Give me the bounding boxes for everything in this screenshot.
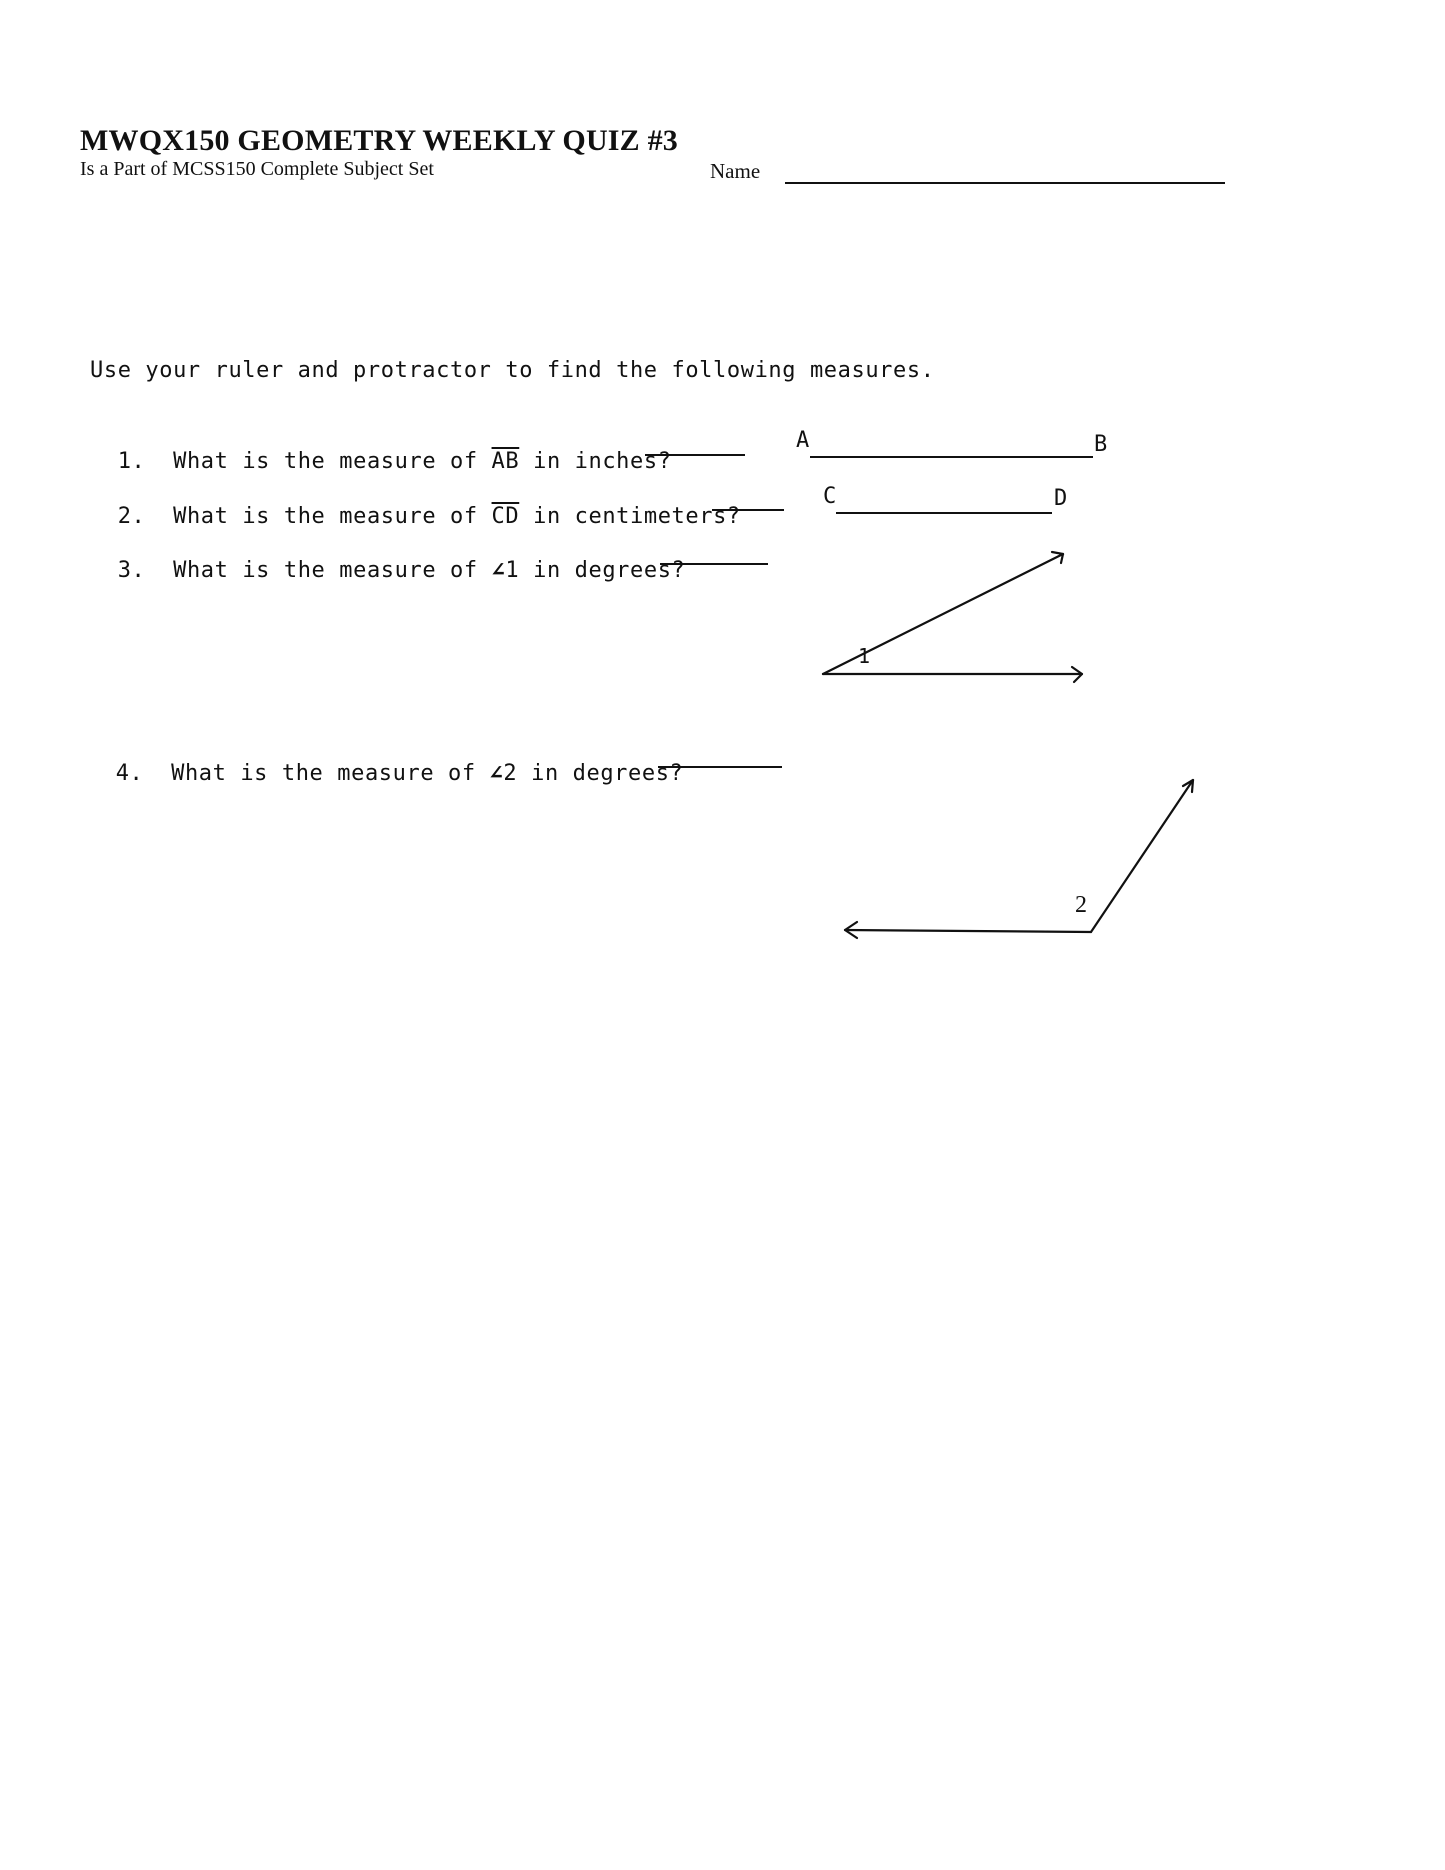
- angle-2-label: 2: [1075, 892, 1087, 918]
- point-a-label: A: [796, 428, 810, 453]
- segment-ab: [810, 456, 1093, 458]
- answer-1-blank[interactable]: [645, 454, 745, 456]
- name-field[interactable]: [785, 182, 1225, 184]
- segment-cd: [836, 512, 1052, 514]
- angle-1-label: 1: [858, 644, 871, 668]
- question-2: [90, 479, 741, 529]
- question-1: [90, 424, 672, 474]
- angle-number: 1: [505, 558, 520, 583]
- question-number: 4.: [115, 761, 144, 786]
- question-text: What is the measure of: [173, 449, 492, 474]
- question-number: 1.: [117, 449, 146, 474]
- question-text-suffix: in degrees?: [517, 761, 684, 786]
- question-number: 3.: [117, 558, 146, 583]
- answer-2-blank[interactable]: [712, 509, 784, 511]
- question-number: 2.: [117, 504, 146, 529]
- quiz-subtitle: Is a Part of MCSS150 Complete Subject Set: [80, 158, 434, 180]
- segment-cd-symbol: $\overline{CD}$: [491, 504, 520, 529]
- question-text-suffix: in inches?: [519, 449, 672, 474]
- answer-3-blank[interactable]: [660, 563, 768, 565]
- instructions: Use your ruler and protractor to find the following measures.: [90, 358, 935, 383]
- angle-icon: ∠: [491, 558, 506, 583]
- question-text: What is the measure of: [171, 761, 490, 786]
- question-4: [88, 736, 683, 786]
- question-text-suffix: in degrees?: [519, 558, 686, 583]
- question-text: What is the measure of: [173, 558, 492, 583]
- point-d-label: D: [1054, 486, 1068, 511]
- answer-4-blank[interactable]: [658, 766, 782, 768]
- question-3: [90, 533, 685, 583]
- quiz-title: MWQX150 GEOMETRY WEEKLY QUIZ #3: [80, 124, 678, 157]
- point-c-label: C: [823, 484, 837, 509]
- angle-number: 2: [503, 761, 518, 786]
- name-label: Name: [710, 159, 761, 183]
- question-text: What is the measure of: [173, 504, 492, 529]
- question-text-suffix: in centimeters?: [519, 504, 741, 529]
- segment-ab-symbol: $\overline{AB}$: [491, 449, 520, 474]
- angle-icon: ∠: [489, 761, 504, 786]
- point-b-label: B: [1094, 432, 1108, 457]
